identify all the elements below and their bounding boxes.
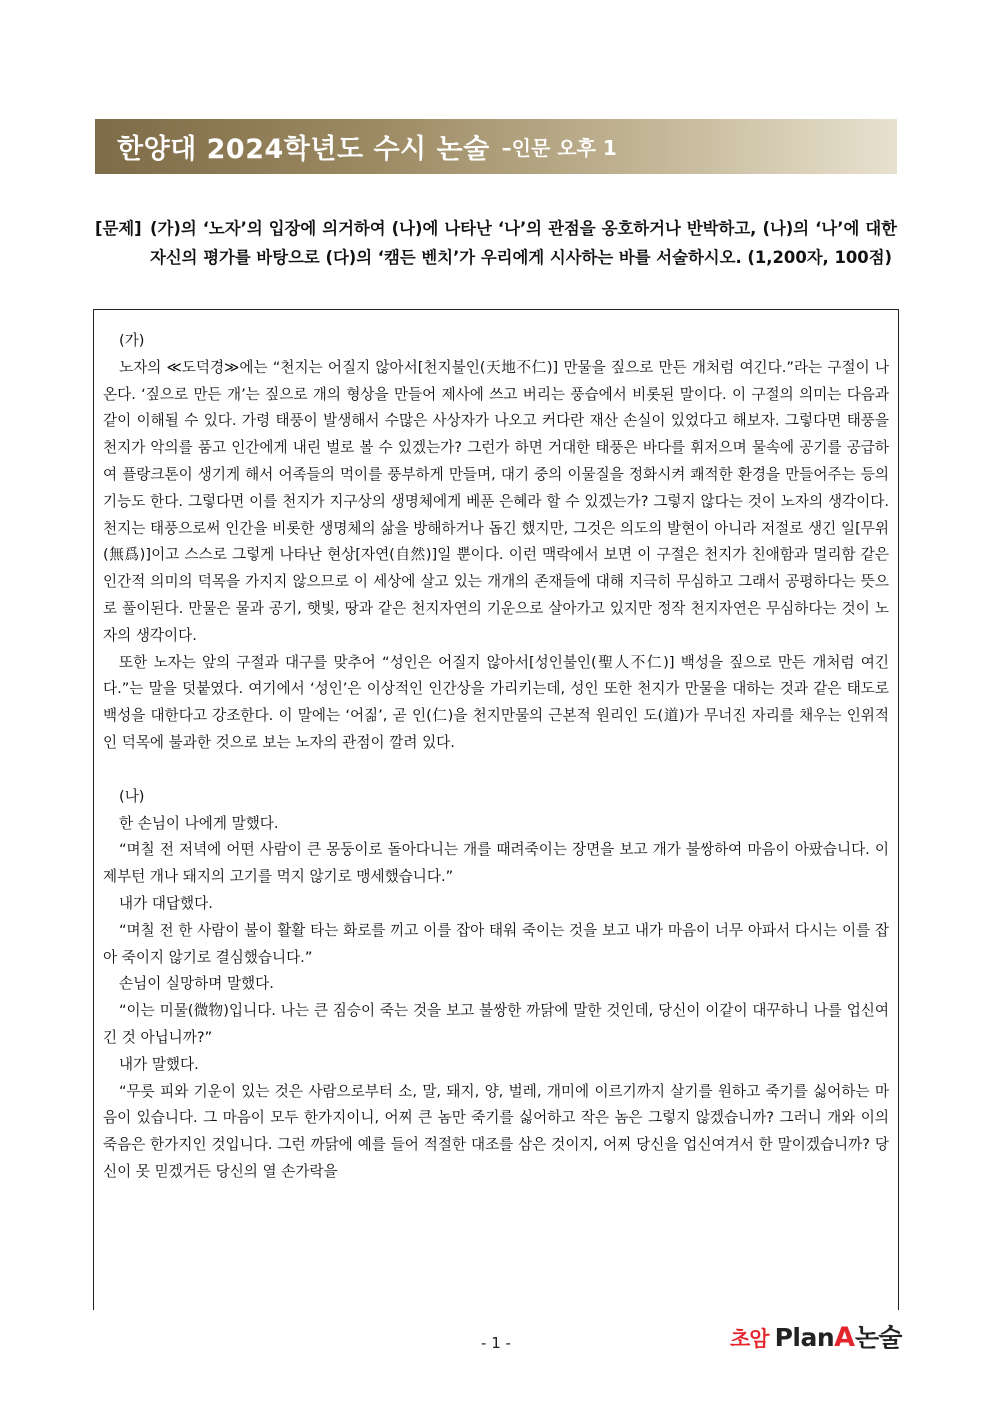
passage-ga-label: (가) bbox=[119, 332, 145, 349]
passage-na-paragraph: 손님이 실망하며 말했다. bbox=[119, 975, 274, 993]
question-block bbox=[95, 214, 897, 272]
logo-part-choam: 초암 bbox=[730, 1327, 769, 1351]
brand-logo bbox=[730, 1318, 901, 1354]
logo-part-nonsul: 논술 bbox=[855, 1323, 902, 1352]
passage-na-paragraph: 내가 말했다. bbox=[119, 1055, 199, 1073]
question-tag: [문제] bbox=[95, 219, 142, 238]
passage-na-paragraph: “이는 미물(微物)입니다. 나는 큰 짐승이 죽는 것을 보고 불쌍한 까닭에 말한 것인데, 당신이 이같이 대꾸하니 나를 업신여긴 것 아닙니까?” bbox=[103, 1002, 889, 1046]
passage-na-paragraph: “무릇 피와 기운이 있는 것은 사람으로부터 소, 말, 돼지, 양, 벌레, 개미에 이르기까지 살기를 원하고 죽기를 싫어하는 마음이 있습니다. 그 마음이 모두 한가지이니, 어찌 큰 놈만 죽기를 싫어하고 작은 놈은 그렇지 않겠습니까? 그러니 개와 이의 죽음은 한가지인 것입니다. 그런 까닭에 예를 들어 적절한 대조를 삼은 것이지, 어찌 당신을 업신여겨서 한 말이겠습니까? 당신이 못 믿겠거든 당신의 열 손가락을 bbox=[103, 1082, 889, 1180]
title-banner bbox=[95, 119, 897, 174]
passage-na-label: (나) bbox=[119, 787, 145, 805]
page-title: 한양대 2024학년도 수시 논술 bbox=[117, 134, 490, 165]
passage-na-paragraph: 한 손님이 나에게 말했다. bbox=[119, 814, 279, 832]
passage-ga-paragraph: 또한 노자는 앞의 구절과 대구를 맞추어 “성인은 어질지 않아서[성인불인(聖人不仁)] 백성을 짚으로 만든 개처럼 여긴다.”는 말을 덧붙였다. 여기에서 ‘성인’은 이상적인 인간상을 가리키는데, 성인 또한 천지가 만물을 대하는 것과 같은 태도로 백성을 대한다고 강조한다. 이 말에는 ‘어짊’, 곧 인(仁)을 천지만물의 근본적 원리인 도(道)가 무너진 자리를 채우는 인위적인 덕목에 불과한 것으로 보는 노자의 관점이 깔려 있다. bbox=[103, 653, 889, 751]
passage-ga-paragraph: 노자의 ≪도덕경≫에는 “천지는 어질지 않아서[천지불인(天地不仁)] 만물을 짚으로 만든 개처럼 여긴다.”라는 구절이 나온다. ‘짚으로 만든 개’는 짚으로 개의 형상을 만들어 제사에 쓰고 버리는 풍습에서 비롯된 말이다. 이 구절의 의미는 다음과 같이 이해될 수 있다. 가령 태풍이 발생해서 수많은 사상자가 나오고 커다란 재산 손실이 있었다고 해보자. 그렇다면 태풍을 천지가 악의를 품고 인간에게 내린 벌로 볼 수 있겠는가? 그런가 하면 거대한 태풍은 바다를 휘저으며 물속에 공기를 공급하여 플랑크톤이 생기게 해서 어족들의 먹이를 풍부하게 만들며, 대기 중의 이물질을 정화시켜 쾌적한 환경을 만들어주는 등의 기능도 한다. 그렇다면 이를 천지가 지구상의 생명체에게 베푼 은혜라 할 수 있겠는가? 그렇지 않다는 것이 노자의 생각이다. 천지는 태풍으로써 인간을 비롯한 생명체의 삶을 방해하거나 돕긴 했지만, 그것은 의도의 발현이 아니라 저절로 생긴 일[무위(無爲)]이고 스스로 그렇게 나타난 현상[자연(自然)]일 뿐이다. 이런 맥락에서 보면 이 구절은 천지가 친애함과 멀리함 같은 인간적 의미의 덕목을 가지지 않으므로 이 세상에 살고 있는 개개의 존재들에 대해 지극히 무심하고 그래서 공평하다는 뜻으로 풀이된다. 만물은 물과 공기, 햇빛, 땅과 같은 천지자연의 기운으로 살아가고 있지만 정작 천지자연은 무심하다는 것이 노자의 생각이다. bbox=[103, 358, 889, 644]
passage-na-paragraph: 내가 대답했다. bbox=[119, 894, 213, 912]
passage-na-paragraph: “며칠 전 한 사람이 불이 활활 타는 화로를 끼고 이를 잡아 태워 죽이는 것을 보고 내가 마음이 너무 아파서 다시는 이를 잡아 죽이지 않기로 결심했습니다.” bbox=[103, 921, 889, 966]
page-subtitle: –인문 오후 1 bbox=[501, 136, 617, 160]
passage-na-paragraph: “며칠 전 저녁에 어떤 사람이 큰 몽둥이로 돌아다니는 개를 때려죽이는 장면을 보고 개가 불쌍하여 마음이 아팠습니다. 이제부턴 개나 돼지의 고기를 먹지 않기로 맹세했습니다.” bbox=[103, 841, 889, 886]
logo-part-a: A bbox=[834, 1322, 856, 1353]
logo-part-plan: Plan bbox=[774, 1323, 835, 1352]
question-text: (가)의 ‘노자’의 입장에 의거하여 (나)에 나타난 ‘나’의 관점을 옹호하거나 반박하고, (나)의 ‘나’에 대한 자신의 평가를 바탕으로 (다)의 ‘캠든 벤치’가 우리에게 시사하는 바를 서술하시오. (1,200자, 100점) bbox=[150, 219, 897, 267]
passage-box bbox=[93, 309, 899, 1310]
page-number: - 1 - bbox=[481, 1334, 511, 1352]
